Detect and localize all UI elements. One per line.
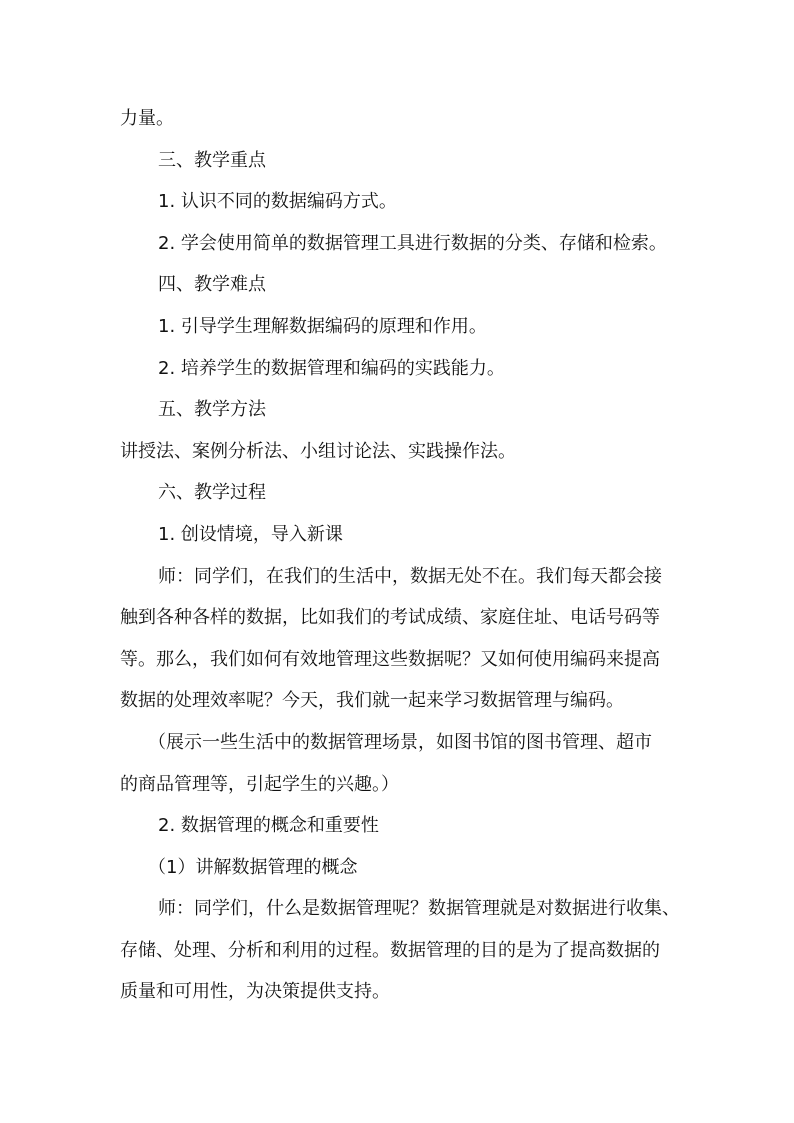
document-body xyxy=(120,98,680,1013)
subsection-heading: （1）讲解数据管理的概念 xyxy=(148,856,358,878)
section-heading-key-points: 三、教学重点 xyxy=(158,149,266,171)
paragraph-line: （展示一些生活中的数据管理场景，如图书馆的图书管理、超市 xyxy=(148,731,652,753)
paragraph-line: 数据的处理效率呢？今天，我们就一起来学习数据管理与编码。 xyxy=(120,690,624,712)
paragraph-line: 讲授法、案例分析法、小组讨论法、实践操作法。 xyxy=(120,440,516,462)
paragraph-line: 触到各种各样的数据，比如我们的考试成绩、家庭住址、电话号码等 xyxy=(120,607,660,629)
section-heading-difficulties: 四、教学难点 xyxy=(158,274,266,296)
list-item: 2. 培养学生的数据管理和编码的实践能力。 xyxy=(158,357,505,379)
paragraph-line: 质量和可用性，为决策提供支持。 xyxy=(120,981,390,1003)
paragraph-line: 等。那么，我们如何有效地管理这些数据呢？又如何使用编码来提高 xyxy=(120,648,660,670)
paragraph-line: 存储、处理、分析和利用的过程。数据管理的目的是为了提高数据的 xyxy=(120,939,660,961)
paragraph-line: 师：同学们，在我们的生活中，数据无处不在。我们每天都会接 xyxy=(158,565,662,587)
subsection-heading: 1. 创设情境，导入新课 xyxy=(158,523,343,545)
subsection-heading: 2. 数据管理的概念和重要性 xyxy=(158,815,379,837)
list-item: 2. 学会使用简单的数据管理工具进行数据的分类、存储和检索。 xyxy=(158,232,667,254)
paragraph-line: 的商品管理等，引起学生的兴趣。） xyxy=(120,773,399,795)
list-item: 1. 引导学生理解数据编码的原理和作用。 xyxy=(158,315,487,337)
section-heading-process: 六、教学过程 xyxy=(158,482,266,504)
section-heading-methods: 五、教学方法 xyxy=(158,399,266,421)
paragraph-line: 力量。 xyxy=(120,108,174,129)
list-item: 1. 认识不同的数据编码方式。 xyxy=(158,191,397,213)
paragraph-line: 师：同学们，什么是数据管理呢？数据管理就是对数据进行收集、 xyxy=(158,898,680,920)
